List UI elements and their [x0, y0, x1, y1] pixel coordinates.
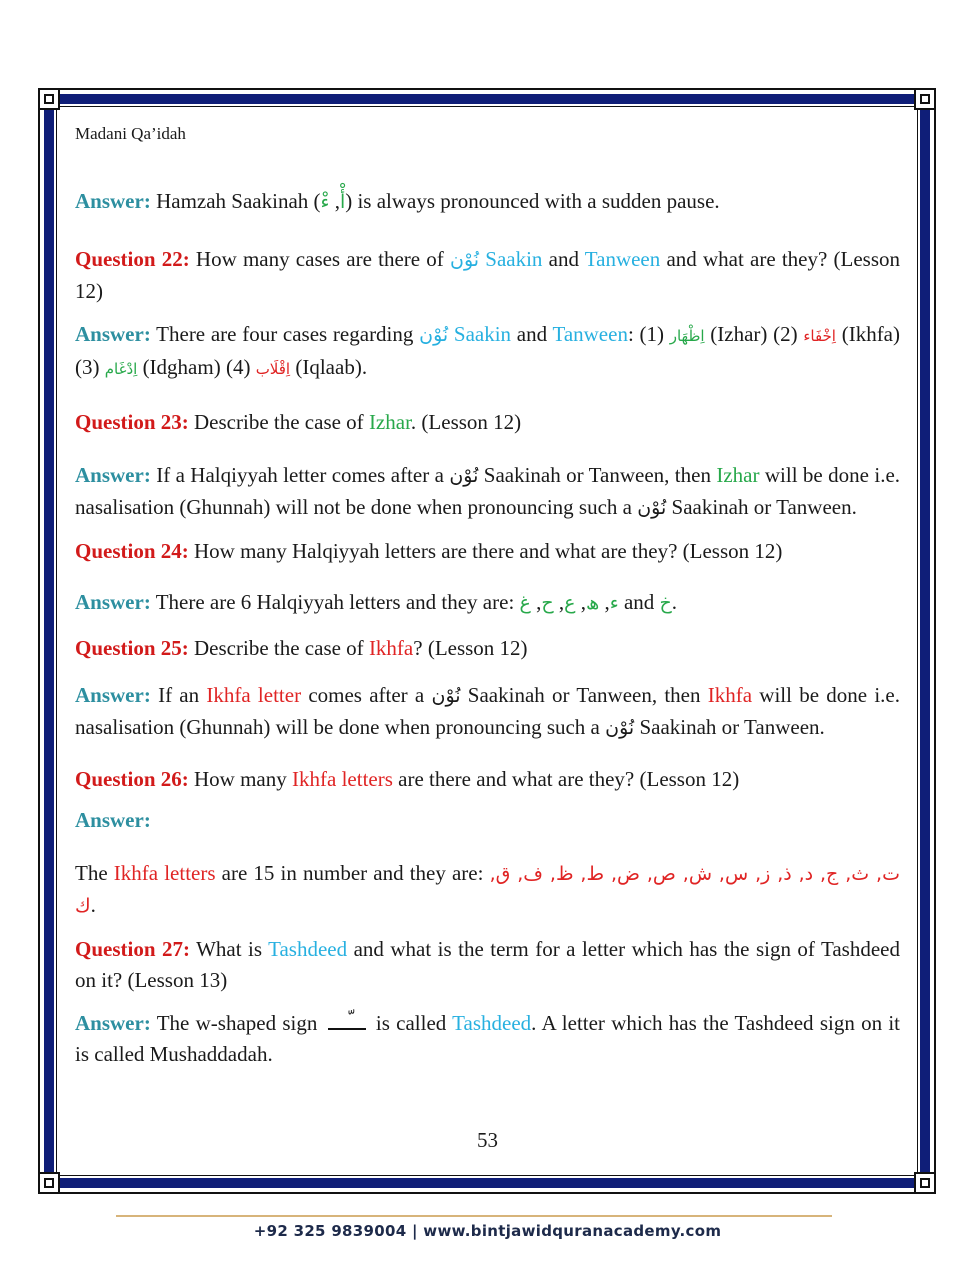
text-run: . (Lesson 12): [410, 410, 522, 434]
answer-label: Answer:: [75, 189, 151, 213]
text-run: .: [90, 893, 96, 917]
question-label: Question 24:: [75, 539, 189, 563]
question-paragraph: [75, 633, 900, 664]
arabic-text: غ: [519, 592, 531, 614]
text-run: How many: [188, 767, 293, 791]
arabic-text: ح: [541, 592, 554, 614]
text-run: Saakinah or Tanween, then: [460, 683, 708, 707]
arabic-text: ت, ث, ج, د, ذ, ز, س, ش, ص, ض, ط, ظ, ف, ق, ك: [75, 863, 900, 917]
page-content: [75, 118, 900, 1082]
arabic-text: نُوْن: [449, 465, 479, 487]
arabic-text: نُوْن: [605, 717, 635, 739]
answer-label: Answer:: [75, 683, 151, 707]
text-run: The w-shaped sign: [150, 1011, 324, 1035]
answer-paragraph: [75, 319, 900, 385]
answer-label: Answer:: [75, 590, 151, 614]
arabic-text: نُوْن: [637, 497, 667, 519]
text-run: Describe the case of: [188, 410, 369, 434]
text-run: ? (Lesson 12): [413, 636, 528, 660]
question-paragraph: [75, 244, 900, 307]
highlighted-term: Tanween: [552, 322, 628, 346]
question-paragraph: [75, 934, 900, 996]
text-run: The: [75, 861, 114, 885]
text-run: will be done i.e. nasalisation (Ghunnah) will not be done when pronouncing such a: [75, 463, 901, 519]
text-run: If an: [150, 683, 207, 707]
answer-paragraph: [75, 805, 900, 836]
text-run: and what are they? (Lesson 12): [75, 247, 900, 303]
highlighted-term: Ikhfa: [368, 636, 414, 660]
arabic-text: نُوْن: [431, 685, 461, 707]
text-run: There are 6 Halqiyyah letters and they are:: [150, 590, 520, 614]
answer-paragraph: [75, 858, 900, 922]
question-paragraph: [75, 764, 900, 795]
highlighted-term: Izhar: [716, 463, 760, 487]
text-run: Saakinah or Tanween.: [634, 715, 825, 739]
answer-paragraph: [75, 460, 900, 524]
text-run: ,: [599, 590, 610, 614]
answer-label: Answer:: [75, 808, 151, 832]
corner-ornament-bottom-right: [914, 1172, 936, 1194]
text-run: (Idgham) (4): [137, 355, 256, 379]
arabic-text: خ: [659, 592, 672, 614]
text-run: and: [511, 322, 553, 346]
text-run: Saakinah or Tanween, then: [478, 463, 717, 487]
text-run: (Iqlaab).: [290, 355, 368, 379]
question-paragraph: [75, 407, 900, 438]
corner-ornament-bottom-left: [38, 1172, 60, 1194]
arabic-text: اِظْهَار: [669, 327, 705, 345]
answer-paragraph: [75, 1008, 900, 1070]
text-run: (Ikhfa) (3): [75, 322, 900, 379]
qa-list: [75, 186, 900, 1070]
highlighted-term: Tanween: [584, 247, 661, 271]
answer-paragraph: [75, 587, 900, 619]
highlighted-term: Ikhfa letters: [113, 861, 216, 885]
running-header: Madani Qa’idah: [75, 124, 186, 143]
highlighted-term: Ikhfa: [707, 683, 753, 707]
highlighted-term: Ikhfa letters: [292, 767, 393, 791]
answer-label: Answer:: [75, 1011, 151, 1035]
text-run: ) is always pronounced with a sudden pause.: [345, 189, 720, 213]
arabic-text: اِخْفَاء: [803, 327, 836, 345]
arabic-text: نُوْن: [419, 324, 449, 346]
question-label: Question 27:: [75, 937, 190, 961]
question-paragraph: [75, 536, 900, 567]
footer-contact: +92 325 9839004 | www.bintjawidquranacademy.com: [253, 1222, 722, 1240]
arabic-text: ءْ: [320, 191, 330, 213]
text-run: comes after a: [301, 683, 432, 707]
text-run: ,: [575, 590, 586, 614]
text-run: is called: [369, 1011, 453, 1035]
text-run: How many Halqiyyah letters are there and what are they? (Lesson 12): [188, 539, 783, 563]
text-run: and: [618, 590, 660, 614]
text-run: will be done i.e. nasalisation (Ghunnah) will be done when pronouncing such a: [75, 683, 901, 739]
highlighted-term: Ikhfa letter: [206, 683, 302, 707]
answer-paragraph: [75, 680, 900, 744]
text-run: are there and what are they? (Lesson 12): [392, 767, 740, 791]
question-label: Question 25:: [75, 636, 189, 660]
text-run: Hamzah Saakinah (: [150, 189, 321, 213]
answer-paragraph: [75, 186, 900, 218]
text-run: What is: [189, 937, 269, 961]
arabic-text: اِدْغَام: [104, 360, 138, 378]
page-number: 53: [477, 1128, 498, 1152]
text-run: There are four cases regarding: [150, 322, 420, 346]
text-run: If a Halqiyyah letter comes after a: [150, 463, 450, 487]
text-run: Describe the case of: [188, 636, 369, 660]
corner-ornament-top-right: [914, 88, 936, 110]
text-run: and what is the term for a letter which has the sign of Tashdeed on it? (Lesson 13): [75, 937, 900, 992]
answer-label: Answer:: [75, 463, 151, 487]
text-run: (Izhar) (2): [704, 322, 804, 346]
text-run: How many cases are there of: [189, 247, 450, 271]
corner-ornament-top-left: [38, 88, 60, 110]
text-run: .: [671, 590, 678, 614]
highlighted-term: Tashdeed: [452, 1011, 532, 1035]
text-run: are 15 in number and they are:: [215, 861, 490, 885]
arabic-text: أْ: [339, 191, 346, 213]
highlighted-term: Izhar: [368, 410, 411, 434]
text-run: Saakinah or Tanween.: [666, 495, 857, 519]
question-label: Question 23:: [75, 410, 189, 434]
arabic-text: ھ: [585, 592, 600, 614]
arabic-text: نُوْن: [450, 249, 480, 271]
arabic-text: ع: [564, 592, 576, 614]
text-run: ,: [553, 590, 565, 614]
text-run: : (1): [627, 322, 670, 346]
text-run: and: [542, 247, 585, 271]
text-run: . A letter which has the Tashdeed sign on it is called Mushaddadah.: [75, 1011, 901, 1066]
arabic-text: اِقْلَاب: [255, 360, 291, 378]
highlighted-term: Tashdeed: [268, 937, 348, 961]
question-label: Question 26:: [75, 767, 189, 791]
text-run: ,: [530, 590, 542, 614]
question-label: Question 22:: [75, 247, 190, 271]
arabic-text: ء: [609, 592, 619, 614]
arabic-text: [328, 1012, 366, 1030]
highlighted-term: Saakin: [453, 322, 512, 346]
answer-label: Answer:: [75, 322, 151, 346]
footer-divider: [116, 1215, 832, 1217]
text-run: ,: [329, 189, 340, 213]
highlighted-term: Saakin: [485, 247, 543, 271]
